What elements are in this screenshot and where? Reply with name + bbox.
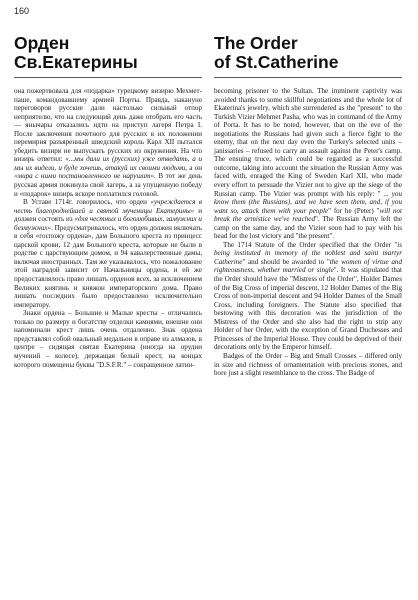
- body-text: В Уставе 1714г. говорилось, что орден: [23, 198, 151, 207]
- body-paragraph: [14, 198, 202, 309]
- body-text: ". It was stipulated that the Order should have the "Mistress of the Order", Holder Dames of the Big Cross of imperial descent, 12 Holder Dames of the Big Cross of non-imperial descent and 94 Holder Dames of the Small Cross, including foreigners. The Statute also specified that bestowing with this decoration was the jurisdiction of the Mistress of the Order and she also had the right to strip any Holder of her Order, with the exception of Grand Duchesses and Princesses of the Imperial House. They could be deprived of their decorations only by the Emperor himself.: [214, 266, 402, 352]
- russian-title-line: Орден: [14, 33, 70, 53]
- body-text: . Предусматривалось, что орден должен включать в себя «госпожу ордена», дам Большого креста из принцесс царской крови, 12 дам Большого креста, которые не были в родстве с царствующим домом, и 94 кавалерственные дамы, включая иностранных. Там же указывалось, что пожалование этой наградой зависит от Начальницы ордена, и ей же предоставлялось право лишать орденов всех, за исключением Великих княгинь и княжон императорского дома. Право лишать последних было предоставлено исключительно императору.: [14, 223, 202, 309]
- russian-column: [14, 34, 202, 369]
- english-title: [214, 34, 402, 72]
- body-text: The 1714 Statute of the Order specified that the Order ": [223, 240, 398, 249]
- quotation-text: «для честных и боголюбивых, замужних и безмужних»: [14, 215, 202, 232]
- english-column: [214, 34, 402, 378]
- title-divider: [14, 77, 202, 78]
- body-text: becoming prisoner to the Sultan. The imminent captivity was avoided thanks to some skillful negotiations and the whole lot of Ekaterina's jewelry, which she surrendered as the "present" to the Turkish Vizier Mehmet Pasha, who was in command of the Army of Porta. It has to be noted, however, that on the eve of the negotiations the Russians had given such a fierce fight to the enemy, that on the next day even the Turkey's selected units – janissaries – refused to carry an assault against the Peter's camp. The ensuing truce, which could be regarded as a successful outcome, taking into account the situation the Russian Army was faced with, enraged the King of Sweden Karl XII, who made every effort to persuade the Vizier not to give up the siege of the Russian camp. The Vizier was prompt with his reply: ": [214, 87, 402, 198]
- body-paragraph: [214, 241, 402, 352]
- russian-title-line: Св.Екатерины: [14, 52, 138, 72]
- body-text: и должен состоять из: [14, 206, 202, 224]
- russian-body: [14, 87, 202, 369]
- body-text: , а он: [185, 163, 203, 172]
- english-title-line: The Order: [214, 33, 298, 53]
- quotation-text: ... you know them (the Russians), and we have seen them, and, if you want so, attack them with your people: [214, 189, 402, 215]
- body-paragraph: [14, 87, 202, 198]
- page-number: 160: [14, 6, 30, 16]
- body-text: Badges of the Order – Big and Small Crosses – differed only in size and richness of ornamentation with precious stones, and bore just a slight resemblance to the cross. The Badge of: [214, 351, 402, 378]
- quotation-text: is being instituted in memory of the noblest and saint martyr Catherine: [214, 240, 402, 266]
- title-divider: [214, 77, 402, 78]
- body-text: . В тот же день русская армия покинула свой лагерь, а за упущенную победу и «подарок» визирь вскоре поплатился головой.: [14, 172, 202, 198]
- quotation-text: the women of virtue and righteousness, whether married or single: [214, 257, 402, 275]
- english-title-line: of St.Catherine: [214, 52, 339, 72]
- body-paragraph: [214, 87, 402, 241]
- body-text: " and should be awarded to ": [242, 257, 330, 266]
- body-paragraph: [214, 352, 402, 378]
- quotation-text: «учреждается в честь благороднейшей и святой мученицы Екатерины»: [14, 198, 203, 215]
- quotation-text: «мира с ними постановленного не нарушит»: [14, 172, 155, 181]
- body-text: она пожертвовала для «подарка» турецкому визирю Мехмет-паше, командовавшему армией Порты. Правда, накануне переговоров русские дали настолько сильный отпор неприятелю, что на следующий день даже отобрать его часть — янычары отказались идти на приступ лагеря Петра I. После заключения почетного для русских в их положении перемирия разъяренный шведский король Карл XII пытался убедить визиря не выпускать русских из окружения. На что визирь ответил:: [14, 87, 202, 164]
- quotation-text: «...мы дали их (русских) уже отведать, а и мы их видели, и буде хочешь, атакуй их своими людьми: [14, 155, 202, 172]
- body-paragraph: [14, 309, 202, 369]
- english-body: [214, 87, 402, 378]
- body-text: " for he (Peter) ": [328, 206, 380, 215]
- russian-title: [14, 34, 202, 72]
- body-text: Знаки ордена – Большие и Малые кресты – отличались только по размеру и богатству отделки камнями, внешне они напоминали крест лишь очень отдаленно. Знак ордена представлял собой овальный медальон в оправе из алмазов, в центре – сидящая святая Екатерина (иногда на орудии мучений – колесе), держащая белый крест, на концах которого помещены буквы "D.S.F.R." – сокращенное латин-: [14, 309, 202, 369]
- body-text: ". The Russian Army left the camp on the same day, and the Vizier soon had to pay with his head for the lost victory and "the present".: [214, 215, 403, 241]
- quotation-text: will not break the armistice we've reached: [214, 206, 403, 224]
